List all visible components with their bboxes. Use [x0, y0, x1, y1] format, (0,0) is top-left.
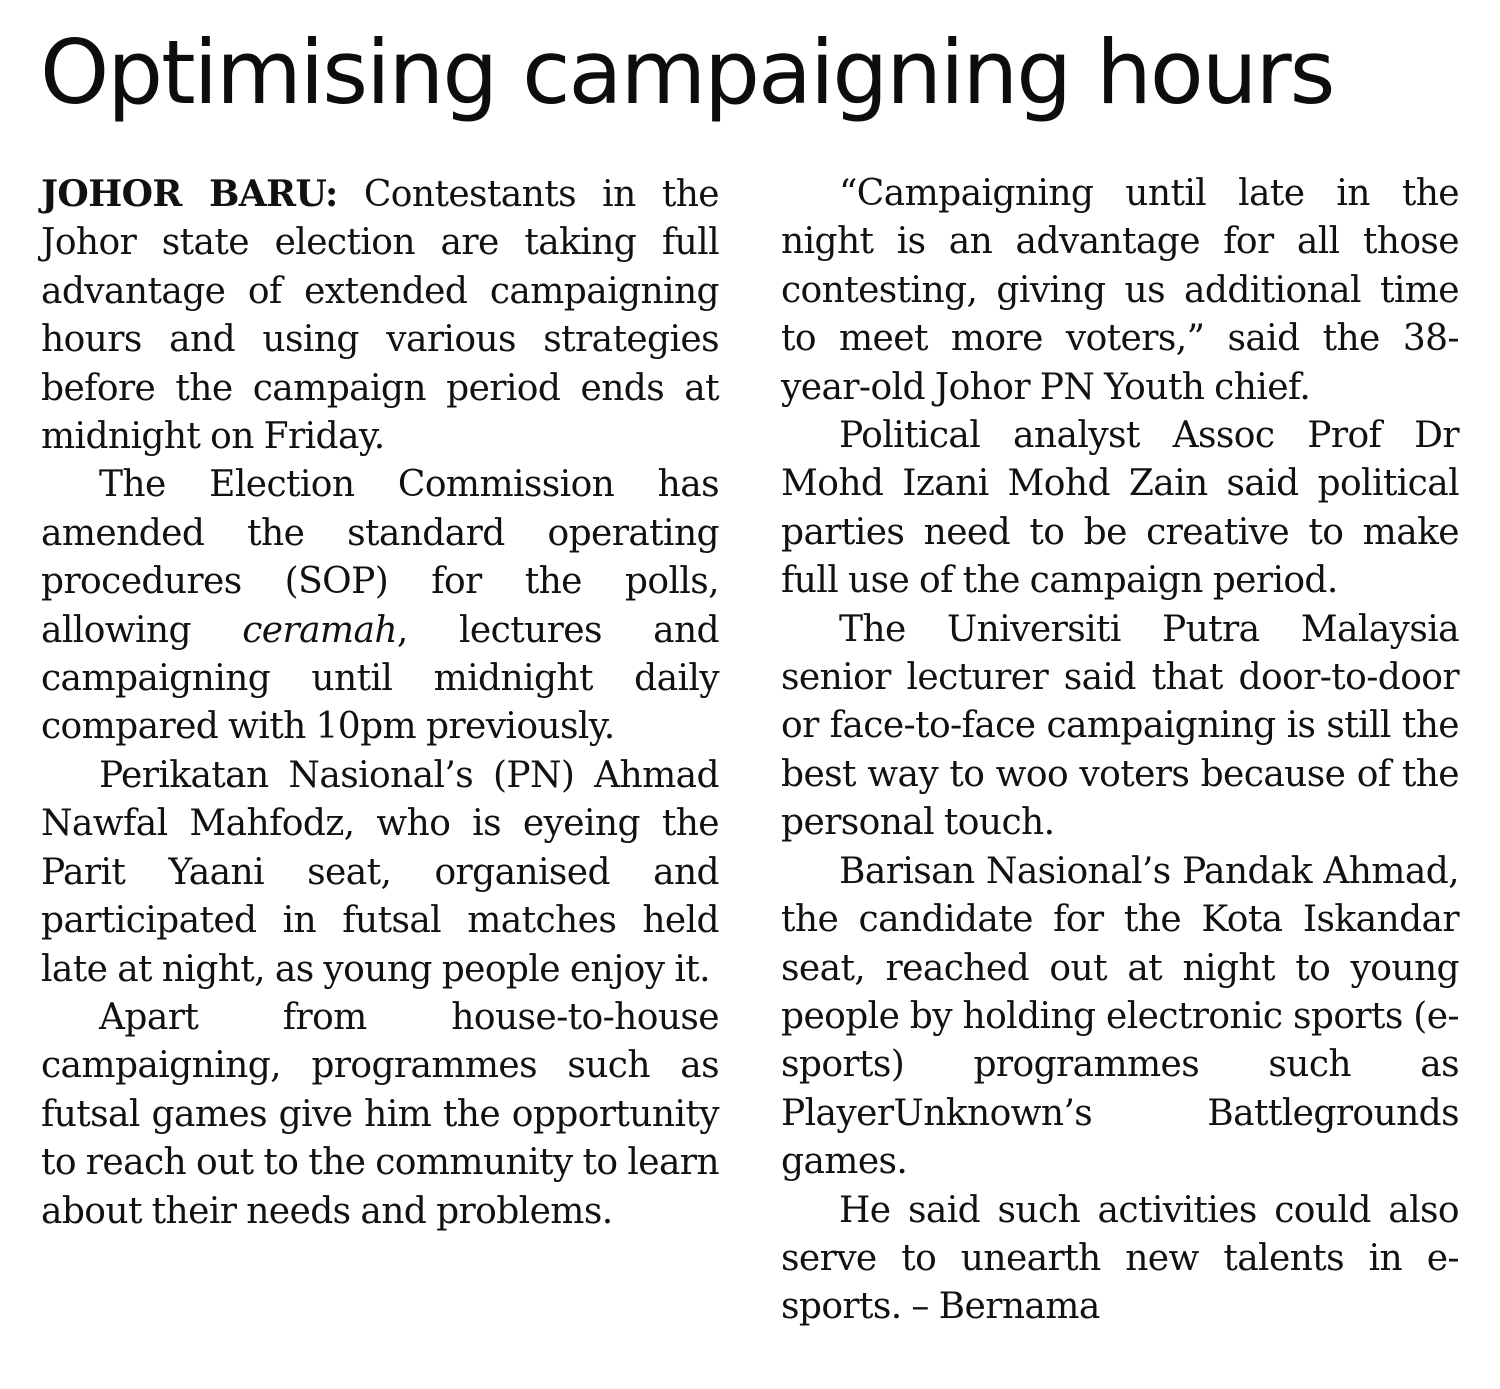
article-paragraph: Political analyst Assoc Prof Dr Mohd Izani Mohd Zain said political parties need to be creative to make full use of the campaign period.	[781, 415, 1459, 602]
article-paragraph	[41, 170, 719, 461]
paragraph-text: , lectures and campaigning until midnight daily compared with 10pm previously.	[41, 609, 719, 748]
article-paragraph: Apart from house-to-house campaigning, programmes such as futsal games give him the opportunity to reach out to the community to learn about their needs and problems.	[41, 996, 719, 1232]
headline: Optimising campaigning hours	[40, 21, 1334, 124]
italic-term: ceramah	[242, 609, 397, 651]
article-paragraph: He said such activities could also serve to unearth new talents in e-sports. – Bernama	[781, 1189, 1459, 1328]
article-column-right	[781, 170, 1459, 1332]
article-paragraph: The Universiti Putra Malaysia senior lecturer said that door-to-door or face-to-face campaigning is still the best way to woo voters because of the personal touch.	[781, 608, 1459, 844]
article-paragraph: Barisan Nasional’s Pandak Ahmad, the candidate for the Kota Iskandar seat, reached out at night to young people by holding electronic sports (e-sports) programmes such as PlayerUnknown’s Battlegrounds games.	[781, 850, 1459, 1183]
article-paragraph: “Campaigning until late in the night is an advantage for all those contesting, giving us additional time to meet more voters,” said the 38-year-old Johor PN Youth chief.	[781, 173, 1459, 408]
article-paragraph	[41, 461, 719, 751]
paragraph-text: Contestants in the Johor state election are taking full advantage of extended campaigning hours and using various strategies before the campaign period ends at midnight on Friday.	[41, 174, 720, 458]
article-column-left	[41, 170, 719, 1236]
article-paragraph: Perikatan Nasional’s (PN) Ahmad Nawfal Mahfodz, who is eyeing the Parit Yaani seat, organised and participated in futsal matches held late at night, as young people enjoy it.	[41, 754, 719, 990]
paragraph-text: The Election Commission has amended the standard operating procedures (SOP) for the polls, allowing	[41, 464, 719, 651]
dateline: JOHOR BARU:	[41, 173, 338, 215]
